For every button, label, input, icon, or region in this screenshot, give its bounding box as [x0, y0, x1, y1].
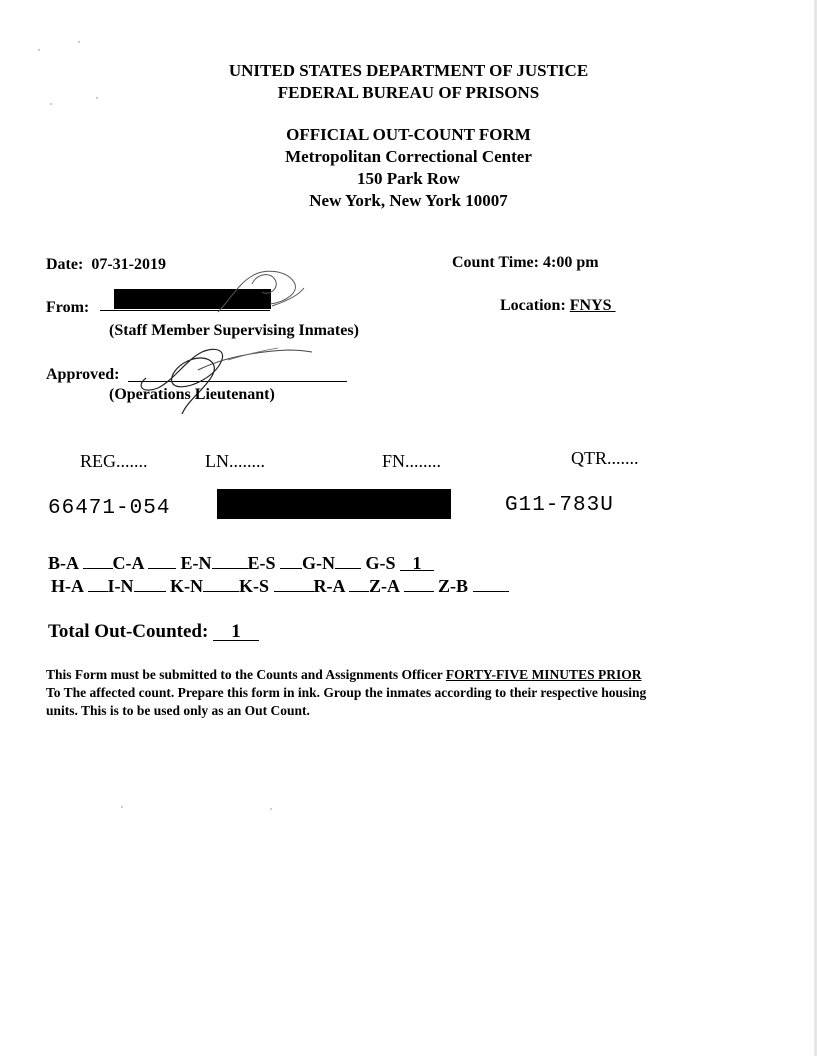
count-time-value: 4:00 pm: [542, 254, 599, 271]
unit-count-blank: [83, 554, 113, 569]
total-value: 1: [213, 624, 259, 641]
scan-speck: [78, 41, 80, 43]
bureau-title: FEDERAL BUREAU OF PRISONS: [277, 83, 540, 102]
unit-count-blank: [335, 554, 361, 569]
unit-label: C-A: [112, 553, 144, 573]
unit-count-blank: [473, 577, 509, 592]
total-out-counted: [48, 621, 259, 643]
unit-label: G-S: [365, 553, 396, 573]
staff-signature: [212, 262, 312, 320]
lieutenant-signature: [128, 338, 328, 420]
unit-count-blank: [88, 577, 108, 592]
unit-label: K-N: [170, 576, 204, 596]
deadline-emphasis: FORTY-FIVE MINUTES PRIOR: [445, 667, 642, 682]
column-fn: FN........: [382, 451, 442, 471]
unit-label: K-S: [239, 576, 270, 596]
facility-city: New York, New York 10007: [309, 191, 508, 210]
column-ln: LN........: [205, 451, 265, 471]
scan-speck: [38, 49, 40, 51]
agency-title: UNITED STATES DEPARTMENT OF JUSTICE: [228, 61, 589, 80]
unit-label: Z-B: [438, 576, 469, 596]
facility-name: Metropolitan Correctional Center: [285, 147, 532, 166]
count-time-label: Count Time:: [452, 254, 539, 271]
facility-street: 150 Park Row: [357, 169, 460, 188]
unit-count-blank: [203, 577, 239, 592]
unit-count-blank: [274, 577, 314, 592]
unit-label: G-N: [302, 553, 336, 573]
instructions-line-3: units. This is to be used only as an Out Count.: [46, 703, 310, 718]
unit-count-blank: [148, 554, 176, 569]
staff-caption: (Staff Member Supervising Inmates): [109, 322, 359, 339]
unit-count-blank: [349, 577, 369, 592]
inmate-reg-number: 66471-054: [48, 497, 171, 520]
form-title: OFFICIAL OUT-COUNT FORM: [286, 125, 531, 144]
total-label: Total Out-Counted:: [48, 621, 209, 642]
unit-count-blank: [280, 554, 302, 569]
unit-count-blank: [134, 577, 166, 592]
housing-units-row-2: [51, 576, 509, 597]
instructions-line-2: To The affected count. Prepare this form in ink. Group the inmates according to their respective housing: [46, 685, 647, 700]
housing-units-row-1: [48, 553, 434, 574]
unit-label: E-S: [247, 553, 276, 573]
scan-speck: [270, 808, 272, 810]
lieutenant-caption: (Operations Lieutenant): [109, 386, 275, 403]
from-label: From:: [46, 299, 90, 316]
unit-label: H-A: [51, 576, 84, 596]
count-time-field: [452, 254, 599, 272]
location-value: FNYS: [569, 297, 612, 314]
date-label: Date:: [46, 256, 84, 273]
instructions-text: This Form must be submitted to the Counts and Assignments Officer: [46, 667, 446, 682]
column-qtr: QTR.......: [571, 448, 639, 468]
scan-speck: [121, 806, 123, 808]
unit-count-g-s: 1: [400, 556, 434, 571]
unit-label: Z-A: [369, 576, 400, 596]
unit-count-blank: [404, 577, 434, 592]
date-field: [46, 256, 166, 274]
unit-label: E-N: [180, 553, 212, 573]
instructions-line-1: [46, 666, 641, 684]
unit-count-blank: [212, 554, 248, 569]
unit-label: R-A: [313, 576, 345, 596]
unit-label: I-N: [107, 576, 134, 596]
location-field: [500, 297, 616, 315]
approved-label: Approved:: [46, 366, 120, 383]
redacted-inmate-name: [217, 489, 451, 519]
location-label: Location:: [500, 297, 566, 314]
date-value: 07-31-2019: [91, 256, 166, 273]
inmate-quarters: G11-783U: [505, 494, 614, 517]
unit-label: B-A: [48, 553, 79, 573]
column-reg: REG.......: [80, 451, 148, 471]
